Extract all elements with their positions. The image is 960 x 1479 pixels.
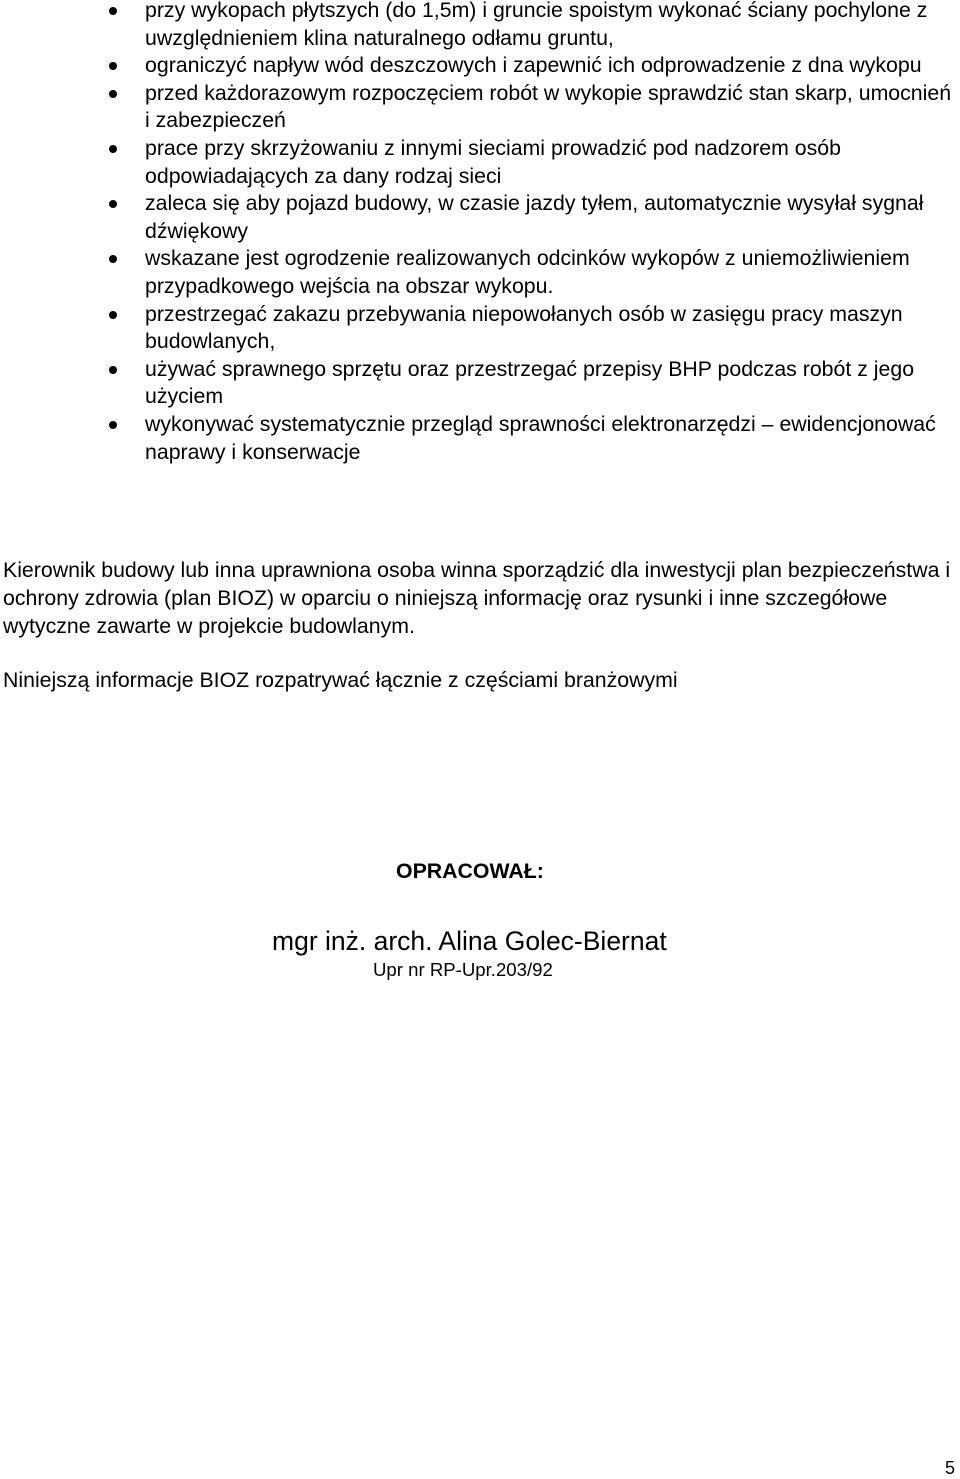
bullet-icon [109,62,117,70]
list-item-text: wskazane jest ogrodzenie realizowanych odcinków wykopów z uniemożliwieniem przypadkowego wejścia na obszar wykopu. [145,246,910,298]
list-item-text: używać sprawnego sprzętu oraz przestrzegać przepisy BHP podczas robót z jego użyciem [145,356,915,409]
bullet-icon [109,145,117,153]
list-item-text: zaleca się aby pojazd budowy, w czasie jazdy tyłem, automatycznie wysyłał sygnał dźwiękowy [145,191,924,243]
prepared-by-label: OPRACOWAŁ: [396,859,544,883]
bullet-icon [109,421,117,429]
list-item [0,135,960,190]
bullet-icon [109,90,117,98]
author-license: Upr nr RP-Upr.203/92 [373,959,553,980]
list-item [0,0,960,52]
list-item-text: przy wykopach płytszych (do 1,5m) i gruncie spoistym wykonać ściany pochylone z uwzględnieniem klina naturalnego odłamu gruntu, [145,0,928,50]
list-item [0,411,960,466]
bioz-note-paragraph: Niniejszą informacje BIOZ rozpatrywać łącznie z częściami branżowymi [3,668,678,692]
safety-bullet-list [0,0,960,466]
bullet-icon [109,200,117,208]
list-item [0,356,960,411]
list-item-text: wykonywać systematycznie przegląd sprawności elektronarzędzi – ewidencjonować naprawy i konserwacje [145,411,936,464]
bioz-plan-paragraph: Kierownik budowy lub inna uprawniona osoba winna sporządzić dla inwestycji plan bezpieczeństwa i ochrony zdrowia (plan BIOZ) w oparciu o niniejszą informację oraz rysunki i inne szczegółowe wytyczne zawarte w projekcie budowlanym. [3,558,951,638]
list-item-text: przestrzegać zakazu przebywania niepowołanych osób w zasięgu pracy maszyn budowlanych, [145,301,903,354]
author-name: mgr inż. arch. Alina Golec-Biernat [272,926,667,956]
bullet-icon [109,7,117,15]
bullet-icon [109,311,117,319]
list-item [0,80,960,135]
list-item [0,190,960,245]
list-item [0,52,960,80]
list-item-text: przed każdorazowym rozpoczęciem robót w wykopie sprawdzić stan skarp, umocnień i zabezpieczeń [145,80,952,133]
bullet-icon [109,255,117,263]
bullet-icon [109,366,117,374]
list-item-text: ograniczyć napływ wód deszczowych i zapewnić ich odprowadzenie z dna wykopu [145,53,922,78]
list-item [0,301,960,356]
list-item-text: prace przy skrzyżowaniu z innymi sieciami prowadzić pod nadzorem osób odpowiadających za dany rodzaj sieci [145,135,841,188]
page-number: 5 [945,1458,956,1478]
list-item [0,245,960,300]
